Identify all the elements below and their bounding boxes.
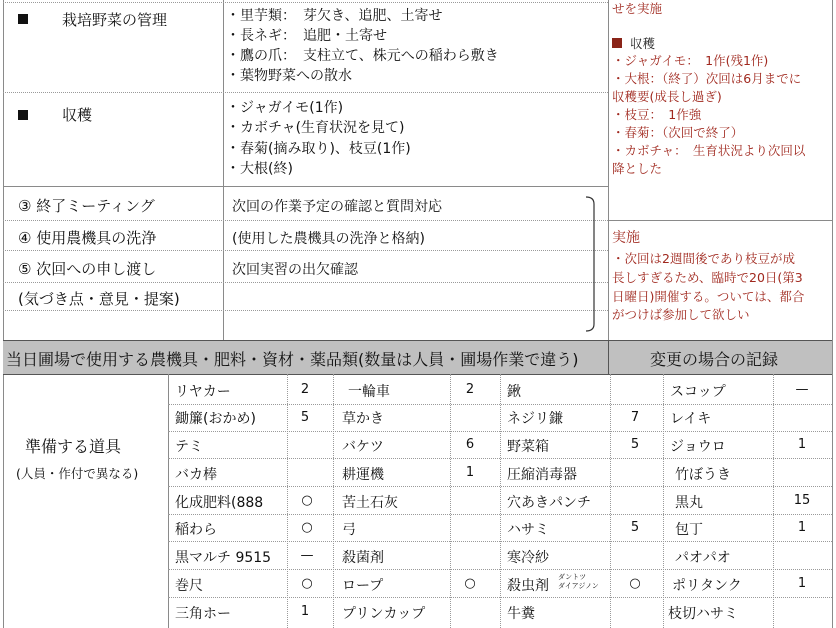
step-detail: 次回実習の出欠確認 bbox=[232, 262, 358, 278]
tool-name: 耕運機 bbox=[342, 467, 384, 483]
tool-name: 包丁 bbox=[675, 522, 703, 538]
tool-name: 弓 bbox=[342, 522, 356, 538]
tool-name: 野菜箱 bbox=[507, 439, 549, 455]
tool-qty: — bbox=[795, 382, 809, 397]
row-line bbox=[3, 2, 608, 3]
tool-name: ポリタンク bbox=[672, 578, 742, 594]
tool-name: 鋤簾(おかめ) bbox=[175, 411, 256, 427]
grid-hline bbox=[168, 458, 832, 459]
tool-qty: 1 bbox=[797, 520, 807, 535]
row-marker bbox=[18, 106, 28, 124]
tool-qty: 5 bbox=[630, 520, 640, 535]
notes-cut-text: せを実施 bbox=[612, 1, 663, 16]
band-title: 当日圃場で使用する農機具・肥料・資材・薬品類(数量は人員・圃場作業で違う) bbox=[6, 350, 579, 369]
tool-name: 三角ホー bbox=[175, 606, 231, 622]
detail-line: ・春菊(摘み取り)、枝豆(1作) bbox=[226, 141, 411, 157]
grid-vline bbox=[610, 374, 611, 628]
grid-vline bbox=[500, 374, 501, 628]
step-detail: (使用した農機具の洗浄と格納) bbox=[232, 231, 425, 247]
detail-line: ・長ネギ： 追肥・土寄せ bbox=[226, 28, 387, 44]
detail-line: ・鷹の爪： 支柱立て、株元への稲わら敷き bbox=[226, 48, 499, 64]
detail-line: ・カボチャ(生育状況を見て) bbox=[226, 120, 405, 136]
row-line bbox=[3, 282, 608, 283]
row-line bbox=[3, 310, 608, 311]
grid-vline bbox=[333, 374, 334, 628]
tool-name: テミ bbox=[175, 439, 203, 455]
tool-name: 苦土石灰 bbox=[342, 495, 398, 511]
tool-name: 鍬 bbox=[507, 384, 521, 400]
notes-heading-done: 実施 bbox=[612, 230, 640, 246]
step-label: (気づき点・意見・提案) bbox=[18, 290, 180, 308]
row-label-harvest: 収穫 bbox=[62, 106, 93, 124]
tool-qty: 1 bbox=[300, 604, 310, 619]
tool-qty: ○ bbox=[301, 520, 313, 535]
notes-line: ・枝豆： 1作強 bbox=[612, 107, 702, 122]
band-bottom bbox=[3, 374, 832, 375]
detail-line: ・葉物野菜への散水 bbox=[226, 68, 352, 84]
tool-qty: ○ bbox=[301, 493, 313, 508]
tool-name: リヤカー bbox=[175, 384, 231, 400]
tool-name: 殺虫剤 bbox=[507, 578, 549, 594]
notes-line bbox=[608, 220, 832, 221]
grid-hline bbox=[168, 486, 832, 487]
notes-heading-harvest: 収穫 bbox=[612, 35, 655, 52]
tool-name: 寒冷紗 bbox=[507, 550, 549, 566]
grid-hline bbox=[168, 569, 832, 570]
notes-line: 日曜日)開催する。ついては、都合 bbox=[612, 289, 805, 304]
tool-qty: 1 bbox=[797, 576, 807, 591]
notes-line: 降とした bbox=[612, 161, 663, 176]
notes-line: ・大根：（終了）次回は6月までに bbox=[612, 71, 802, 86]
row-line bbox=[3, 186, 608, 187]
tool-qty: 15 bbox=[793, 493, 811, 508]
tool-qty: ○ bbox=[301, 576, 313, 591]
tool-qty: 7 bbox=[630, 410, 640, 425]
col-divider-notes bbox=[608, 0, 609, 340]
left-border bbox=[3, 0, 4, 628]
tool-qty: 5 bbox=[300, 410, 310, 425]
tool-qty: — bbox=[300, 548, 314, 563]
detail-line: ・里芋類： 芽欠き、追肥、土寄せ bbox=[226, 8, 443, 24]
band-divider bbox=[608, 340, 609, 374]
tool-name: バケツ bbox=[342, 439, 384, 455]
notes-line: ・次回は2週間後であり枝豆が成 bbox=[612, 251, 795, 266]
grid-vline bbox=[168, 374, 169, 628]
insecticide-brands: ダントツ ダイアジノン bbox=[558, 573, 599, 590]
grid-hline bbox=[168, 431, 832, 432]
tool-name: 黒マルチ 9515 bbox=[175, 550, 272, 566]
tool-name: 化成肥料(888 bbox=[175, 495, 264, 511]
grid-hline bbox=[168, 404, 832, 405]
tools-title: 準備する道具 bbox=[25, 437, 122, 456]
grid-hline bbox=[168, 597, 832, 598]
detail-line: ・ジャガイモ(1作) bbox=[226, 100, 344, 116]
grid-hline bbox=[168, 541, 832, 542]
tool-name: ハサミ bbox=[507, 522, 549, 538]
col-divider-label bbox=[223, 0, 224, 340]
notes-line: がつけば参加して欲しい bbox=[612, 307, 750, 322]
step-label: ⑤ 次回への申し渡し bbox=[18, 260, 157, 278]
right-border bbox=[832, 0, 833, 628]
notes-line: 収穫要(成長し過ぎ) bbox=[612, 89, 722, 104]
notes-line: ・春菊：（次回で終了） bbox=[612, 125, 744, 140]
bracket-icon bbox=[584, 196, 600, 332]
tools-subtitle: (人員・作付で異なる) bbox=[16, 466, 139, 481]
row-label-cultivation: 栽培野菜の管理 bbox=[62, 11, 168, 29]
tool-name: 黒丸 bbox=[675, 495, 703, 511]
tool-qty: 2 bbox=[465, 382, 475, 397]
tool-name: レイキ bbox=[670, 411, 712, 427]
tool-name: 穴あきパンチ bbox=[507, 495, 591, 511]
step-label: ③ 終了ミーティング bbox=[18, 197, 155, 215]
tool-qty: 6 bbox=[465, 437, 475, 452]
notes-line: 長しすぎるため、臨時で20日(第3 bbox=[612, 270, 803, 285]
tool-name: ジョウロ bbox=[670, 439, 726, 455]
tool-name: 圧縮消毒器 bbox=[507, 467, 577, 483]
tool-name: バカ棒 bbox=[175, 467, 217, 483]
tool-name: 草かき bbox=[342, 411, 384, 427]
tool-qty: 1 bbox=[797, 437, 807, 452]
notes-line: ・ジャガイモ： 1作(残1作) bbox=[612, 53, 769, 68]
detail-line: ・大根(終) bbox=[226, 161, 293, 177]
tool-name: 枝切ハサミ bbox=[668, 606, 738, 622]
band-top bbox=[3, 340, 832, 341]
tool-name: 一輪車 bbox=[348, 384, 390, 400]
tool-name: ロープ bbox=[342, 578, 384, 594]
tool-name: 牛糞 bbox=[507, 606, 535, 622]
grid-vline bbox=[663, 374, 664, 628]
grid-hline bbox=[168, 514, 832, 515]
tool-qty: 2 bbox=[300, 382, 310, 397]
tool-name: 竹ぼうき bbox=[675, 467, 731, 483]
row-line bbox=[3, 250, 608, 251]
tool-name: ネジリ鎌 bbox=[507, 411, 563, 427]
change-record-title: 変更の場合の記録 bbox=[650, 350, 779, 369]
row-line bbox=[3, 92, 608, 93]
grid-vline bbox=[773, 374, 774, 628]
row-line bbox=[3, 220, 608, 221]
tool-name: パオパオ bbox=[675, 550, 731, 566]
tool-qty: ○ bbox=[464, 576, 476, 591]
tool-qty: 5 bbox=[630, 437, 640, 452]
tool-name: プリンカップ bbox=[342, 606, 426, 622]
row-marker bbox=[18, 10, 28, 28]
step-detail: 次回の作業予定の確認と質問対応 bbox=[232, 199, 442, 215]
step-label: ④ 使用農機具の洗浄 bbox=[18, 229, 157, 247]
notes-line: ・カボチャ： 生育状況より次回以 bbox=[612, 143, 806, 158]
tool-qty: ○ bbox=[629, 576, 641, 591]
tool-name: 稲わら bbox=[175, 522, 217, 538]
tool-qty: 1 bbox=[465, 465, 475, 480]
tool-name: 巻尺 bbox=[175, 578, 203, 594]
tool-name: 殺菌剤 bbox=[342, 550, 384, 566]
tool-name: スコップ bbox=[670, 384, 726, 400]
